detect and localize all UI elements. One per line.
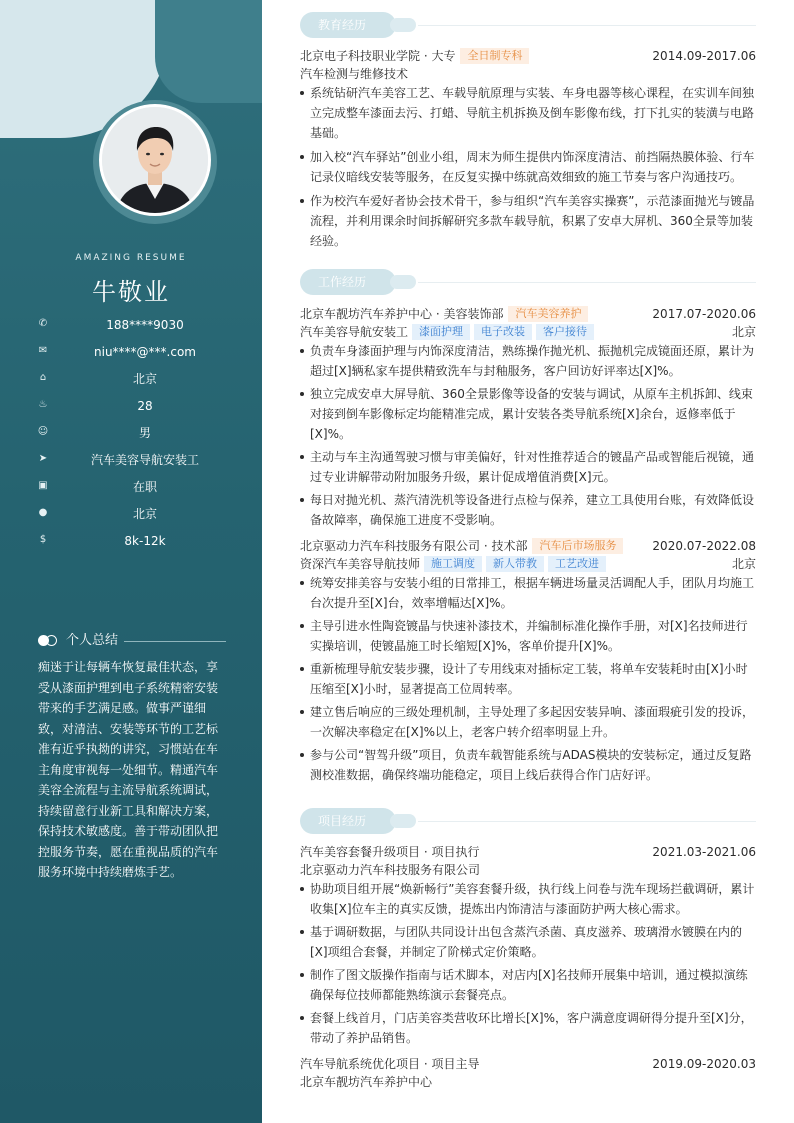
project-date: 2021.03-2021.06: [652, 845, 756, 859]
skill-tag: 新人带教: [486, 556, 544, 572]
project-name: 汽车美容套餐升级项目 · 项目执行: [300, 845, 480, 859]
cake-icon: ♨: [38, 399, 48, 410]
gender-icon: ☺: [37, 426, 49, 437]
list-item: 统筹安排美容与安装小组的日常排工，根据车辆进场量灵活调配人手，团队月均施工台次提升至[X]台，效率增幅达[X]%。: [300, 573, 756, 613]
age-value: 28: [137, 399, 153, 413]
job-date: 2017.07-2020.06: [652, 307, 756, 321]
list-item: 基于调研数据，与团队共同设计出包含蒸汽杀菌、真皮滋养、玻璃滑水镀膜在内的[X]项组合套餐，并制定了阶梯式定价策略。: [300, 922, 756, 962]
avatar-portrait: [102, 107, 208, 213]
industry-tag: 汽车美容养护: [508, 306, 588, 322]
summary-title: 个人总结: [66, 633, 119, 648]
list-item: 主导引进水性陶瓷镀晶与快速补漆技术，并编制标准化操作手册，对[X]名技师进行实操培训，使镀晶施工时长缩短[X]%，客单价提升[X]%。: [300, 616, 756, 656]
list-item: 主动与车主沟通驾驶习惯与审美偏好，针对性推荐适合的镀晶产品或智能后视镜，通过专业讲解带动附加服务升级，累计促成增值消费[X]元。: [300, 447, 756, 487]
job-position: 资深汽车美容导航技师: [300, 557, 421, 571]
project-bullets: [300, 879, 756, 1048]
target-job-value: 汽车美容导航安装工: [90, 453, 199, 467]
phone-value: 188****9030: [106, 318, 184, 332]
list-item: 负责车身漆面护理与内饰深度清洁，熟练操作抛光机、振抛机完成镜面还原，累计为超过[X]辆私家车提供精致洗车与封釉服务，客户回访好评率达[X]%。: [300, 341, 756, 381]
info-gender: [36, 424, 236, 442]
phone-icon: ✆: [38, 318, 48, 329]
home-icon: ⌂: [39, 372, 47, 383]
section-title: 教育经历: [318, 18, 367, 32]
salary-icon: $: [39, 534, 47, 545]
target-city-value: 北京: [132, 507, 157, 521]
info-status: [36, 478, 236, 496]
summary-text: 痴迷于让每辆车恢复最佳状态，享受从漆面护理到电子系统精密安装带来的手艺满足感。做事严谨细致，对清洁、安装等环节的工艺标准有近乎执拗的讲究，习惯站在车主角度审视每一处细节。精通汽车美容全流程与主流导航系统调试，持续留意行业新工具和解决方案，保持技术敏感度。善于带动团队把控服务节奏，愿在重视品质的汽车服务环境中持续磨炼手艺。: [38, 660, 219, 879]
job-city: 北京: [731, 557, 756, 571]
skill-tag: 电子改装: [474, 324, 532, 340]
industry-tag: 汽车后市场服务: [532, 538, 623, 554]
skill-tag: 施工调度: [424, 556, 482, 572]
section-title: 项目经历: [318, 814, 367, 828]
education-date: 2014.09-2017.06: [652, 49, 756, 63]
info-salary: [36, 532, 236, 550]
divider: [124, 641, 226, 642]
status-value: 在职: [132, 480, 157, 494]
salary-value: 8k-12k: [124, 534, 166, 548]
list-item: 重新梳理导航安装步骤，设计了专用线束对插标定工装，将单车安装耗时由[X]小时压缩至[X]小时，显著提高工位周转率。: [300, 659, 756, 699]
mail-icon: ✉: [38, 345, 48, 356]
list-item: 独立完成安卓大屏导航、360全景影像等设备的安装与调试，从原车主机拆卸、线束对接到倒车影像标定均能精准完成，累计安装各类导航系统[X]余台，返修率低于[X]%。: [300, 384, 756, 444]
info-residence: [36, 370, 236, 388]
list-item: 制作了图文版操作指南与话术脚本，对店内[X]名技师开展集中培训，通过模拟演练确保每位技师都能熟练演示套餐亮点。: [300, 965, 756, 1005]
project-date: 2019.09-2020.03: [652, 1057, 756, 1071]
projects-section-header: [300, 808, 756, 834]
divider: [418, 282, 756, 283]
list-item: 建立售后响应的三级处理机制，主导处理了多起因安装异响、漆面瑕疵引发的投诉，一次解决率稳定在[X]%以上，老客户转介绍率明显上升。: [300, 702, 756, 742]
summary-header: [38, 632, 226, 650]
major: 汽车检测与维修技术: [300, 67, 409, 81]
list-item: 协助项目组开展“焕新畅行”美容套餐升级，执行线上问卷与洗车现场拦截调研，累计收集[X]位车主的真实反馈，提炼出内饰清洁与漆面防护两大核心需求。: [300, 879, 756, 919]
school-name: 北京电子科技职业学院 · 大专: [300, 49, 456, 63]
divider: [418, 821, 756, 822]
list-item: 套餐上线首月，门店美容类营收环比增长[X]%，客户满意度调研得分提升至[X]分，带动了养护品销售。: [300, 1008, 756, 1048]
send-icon: ➤: [38, 453, 48, 464]
company-name: 北京驱动力汽车科技服务有限公司 · 技术部: [300, 539, 528, 553]
list-item: 每日对抛光机、蒸汽清洗机等设备进行点检与保养，建立工具使用台账，有效降低设备故障率，确保施工进度不受影响。: [300, 490, 756, 530]
project-org: 北京驱动力汽车科技服务有限公司: [300, 863, 481, 877]
decor-shape: [155, 0, 262, 103]
sidebar: [0, 0, 262, 1123]
list-item: 加入校“汽车驿站”创业小组，周末为师生提供内饰深度清洁、前挡隔热膜体验、行车记录仪暗线安装等服务，在反复实操中练就高效细致的施工节奏与客户沟通技巧。: [300, 147, 756, 187]
info-email: [36, 343, 236, 361]
divider: [418, 25, 756, 26]
location-pin-icon: ●: [38, 507, 48, 518]
skill-tag: 漆面护理: [412, 324, 470, 340]
skill-tag: 工艺改进: [548, 556, 606, 572]
job-date: 2020.07-2022.08: [652, 539, 756, 553]
job-bullets: [300, 341, 756, 530]
toggle-ring-icon: [46, 635, 57, 646]
resume-tagline: AMAZING RESUME: [75, 253, 187, 263]
job-position: 汽车美容导航安装工: [300, 325, 409, 339]
briefcase-icon: ▣: [38, 480, 48, 491]
section-title: 工作经历: [318, 275, 367, 289]
info-target-job: [36, 451, 236, 469]
avatar: [99, 104, 211, 216]
job-city: 北京: [731, 325, 756, 339]
gender-value: 男: [138, 426, 151, 440]
list-item: 系统钻研汽车美容工艺、车载导航原理与实装、车身电器等核心课程，在实训车间独立完成整车漆面去污、打蜡、导航主机拆换及倒车影像布线，打下扎实的装潢与电路基础。: [300, 83, 756, 143]
job-bullets: [300, 573, 756, 785]
list-item: 作为校汽车爱好者协会技术骨干，参与组织“汽车美容实操赛”，示范漆面抛光与镀晶流程，并利用课余时间拆解研究多款车载导航，积累了安卓大屏机、360全景等加装经验。: [300, 191, 756, 251]
education-section-header: [300, 12, 756, 38]
education-bullets: [300, 83, 756, 251]
company-name: 北京车靓坊汽车养护中心 · 美容装饰部: [300, 307, 504, 321]
work-section-header: [300, 269, 756, 295]
info-phone: [36, 316, 236, 334]
skill-tag: 客户接待: [536, 324, 594, 340]
list-item: 参与公司“智驾升级”项目，负责车载智能系统与ADAS模块的安装标定，通过反复路测校准数据，确保终端功能稳定，项目上线后获得合作门店好评。: [300, 745, 756, 785]
info-target-city: [36, 505, 236, 523]
residence-value: 北京: [132, 372, 157, 386]
project-name: 汽车导航系统优化项目 · 项目主导: [300, 1057, 480, 1071]
candidate-name: 牛敬业: [92, 278, 170, 306]
project-org: 北京车靓坊汽车养护中心: [300, 1075, 433, 1089]
info-age: [36, 397, 236, 415]
degree-tag: 全日制专科: [460, 48, 529, 64]
email-value: niu****@***.com: [94, 345, 196, 359]
